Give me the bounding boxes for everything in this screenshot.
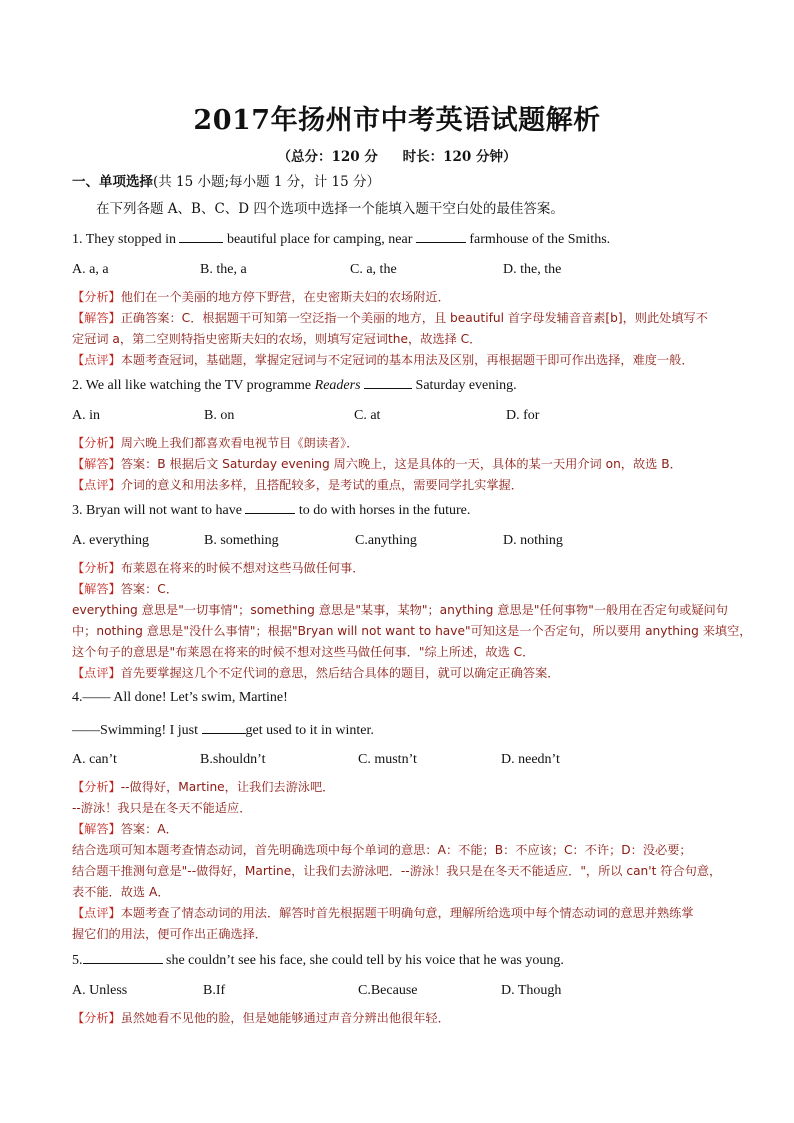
solution-tag: 【解答】 [72, 582, 121, 596]
answer-blank [245, 501, 295, 514]
answer-blank [416, 230, 466, 243]
analysis-text: --游泳！我只是在冬天不能适应． [72, 801, 252, 815]
answer-blank [364, 376, 412, 389]
solution-detail: 这个句子的意思是"布莱恩在将来的时候不想对这些马做任何事．"综上所述，故选 C． [72, 645, 535, 659]
answer-blank [202, 721, 246, 734]
answer-blank [83, 951, 163, 964]
option-c: C. at [354, 408, 381, 423]
analysis-tag: 【分析】 [72, 436, 121, 450]
question-4-line-2 [72, 721, 374, 739]
option-a: A. can’t [72, 752, 117, 767]
question-5-text-a: 5. [72, 953, 83, 968]
option-a: A. Unless [72, 983, 128, 998]
analysis-tag: 【分析】 [72, 780, 121, 794]
comment-text: 握它们的用法，便可作出正确选择． [72, 927, 267, 941]
option-d: D. the, the [503, 262, 562, 277]
option-d: D. needn’t [501, 752, 560, 767]
analysis-block [72, 777, 728, 945]
solution-detail: everything 意思是"一切事情"；something 意思是"某事，某物"；anything 意思是"任何事物"一般用在否定句或疑问句 [72, 603, 728, 617]
analysis-text: 周六晚上我们都喜欢看电视节目《朗读者》． [120, 436, 359, 450]
solution-tag: 【解答】 [72, 311, 121, 325]
question-1-text-c: farmhouse of the Smiths. [469, 232, 611, 247]
question-2-text-c: Saturday evening. [415, 378, 517, 393]
comment-tag: 【点评】 [72, 353, 121, 367]
comment-text: 首先要掌握这几个不定代词的意思，然后结合具体的题目，就可以确定正确答案． [120, 666, 560, 680]
question-4-text-b: get used to it in winter. [245, 723, 374, 738]
option-d: D. nothing [503, 533, 563, 548]
solution-text: 答案：A． [120, 822, 178, 836]
solution-tag: 【解答】 [72, 457, 121, 471]
analysis-tag: 【分析】 [72, 290, 121, 304]
comment-tag: 【点评】 [72, 906, 121, 920]
section-instruction: 在下列各题 A、B、C、D 四个选项中选择一个能填入题干空白处的最佳答案。 [96, 201, 564, 217]
duration: 时长：120 分钟） [402, 149, 517, 165]
section-heading [72, 170, 380, 190]
question-1-text-a: 1. They stopped in [72, 232, 176, 247]
solution-text: 定冠词 a，第二空则特指史密斯夫妇的农场，则填写定冠词the，故选择 C． [72, 332, 482, 346]
question-2-text-a: 2. We all like watching the TV programme [72, 378, 312, 393]
solution-detail: 结合题干推测句意是"--做得好，Martine，让我们去游泳吧．--游泳！我只是在冬天不能适应．"，所以 can't 符合句意， [72, 864, 722, 878]
option-b: B.If [203, 983, 226, 998]
question-1 [72, 230, 610, 248]
section-heading-bold: 一、单项选择 [72, 174, 153, 190]
question-2-programme: Readers [314, 378, 361, 393]
option-a: A. in [72, 408, 100, 423]
comment-tag: 【点评】 [72, 478, 121, 492]
comment-text: 本题考查了情态动词的用法．解答时首先根据题干明确句意，理解所给选项中每个情态动词的意思并熟练掌 [120, 906, 694, 920]
question-5 [72, 951, 564, 969]
analysis-text: --做得好，Martine，让我们去游泳吧． [120, 780, 335, 794]
analysis-block [72, 558, 752, 684]
option-b: B. on [204, 408, 235, 423]
analysis-block [72, 1008, 728, 1029]
solution-tag: 【解答】 [72, 822, 121, 836]
question-2 [72, 376, 517, 394]
comment-text: 本题考查冠词，基础题，掌握定冠词与不定冠词的基本用法及区别，再根据题干即可作出选择，难度一般． [120, 353, 694, 367]
option-b: B. something [204, 533, 279, 548]
comment-text: 介词的意义和用法多样，且搭配较多，是考试的重点，需要同学扎实掌握． [120, 478, 523, 492]
section-heading-rest: (共 15 小题;每小题 1 分，计 15 分） [153, 174, 381, 190]
exam-meta [0, 145, 794, 165]
solution-detail: 结合选项可知本题考查情态动词，首先明确选项中每个单词的意思：A：不能；B：不应该；C：不许；D：没必要； [72, 843, 692, 857]
option-c: C. mustn’t [358, 752, 417, 767]
question-5-text-c: she couldn’t see his face, she could tell by his voice that he was young. [166, 953, 564, 968]
solution-text: 正确答案：C．根据题干可知第一空泛指一个美丽的地方，且 beautiful 首字母发辅音音素[b]，则此处填写不 [120, 311, 708, 325]
option-a: A. everything [72, 533, 149, 548]
analysis-tag: 【分析】 [72, 1011, 121, 1025]
option-d: D. Though [501, 983, 562, 998]
comment-tag: 【点评】 [72, 666, 121, 680]
option-b: B. the, a [200, 262, 247, 277]
question-4-text-a: ——Swimming! I just [72, 723, 199, 738]
analysis-text: 他们在一个美丽的地方停下野营，在史密斯夫妇的农场附近． [120, 290, 450, 304]
answer-blank [179, 230, 223, 243]
analysis-tag: 【分析】 [72, 561, 121, 575]
analysis-block [72, 287, 728, 371]
question-1-text-b: beautiful place for camping, near [226, 232, 413, 247]
solution-text: 答案：C． [120, 582, 179, 596]
option-b: B.shouldn’t [200, 752, 266, 767]
question-3-text-a: 3. Bryan will not want to have [72, 503, 242, 518]
option-c: C.anything [355, 533, 417, 548]
question-3 [72, 501, 470, 519]
analysis-text: 虽然她看不见他的脸，但是她能够通过声音分辨出他很年轻． [120, 1011, 450, 1025]
question-3-text-c: to do with horses in the future. [298, 503, 471, 518]
total-score: （总分：120 分 [277, 149, 378, 165]
solution-text: 答案：B 根据后文 Saturday evening 周六晚上，这是具体的一天，具体的某一天用介词 on，故选 B． [120, 457, 682, 471]
option-c: C.Because [358, 983, 418, 998]
question-4-line-1: 4.—— All done! Let’s swim, Martine! [72, 690, 288, 705]
page-title: 2017年扬州市中考英语试题解析 [193, 105, 601, 136]
solution-detail: 中；nothing 意思是"没什么事情"；根据"Bryan will not want to have"可知这是一个否定句，所以要用 anything 来填空， [72, 624, 752, 638]
analysis-block [72, 433, 728, 496]
analysis-text: 布莱恩在将来的时候不想对这些马做任何事． [120, 561, 365, 575]
solution-detail: 表不能．故选 A． [72, 885, 170, 899]
option-a: A. a, a [72, 262, 109, 277]
option-c: C. a, the [350, 262, 397, 277]
option-d: D. for [506, 408, 540, 423]
